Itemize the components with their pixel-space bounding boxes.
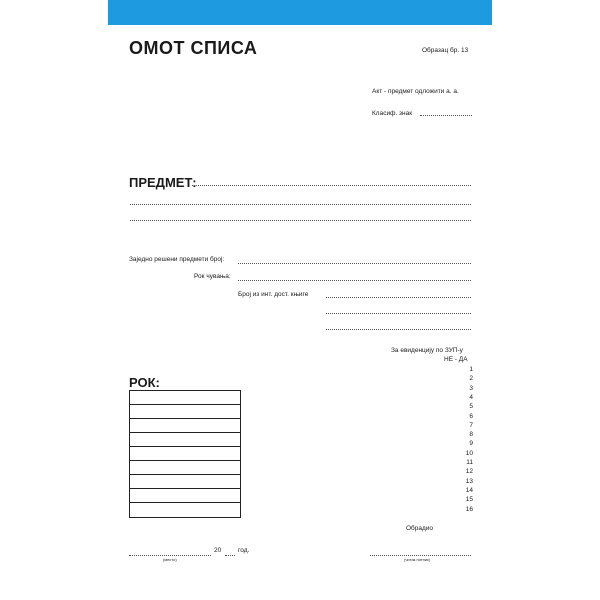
subject-line-3[interactable] <box>130 219 471 221</box>
processed-label: Обрадио <box>406 525 434 532</box>
book-number-line-3[interactable] <box>326 328 471 330</box>
register-number: 4 <box>469 393 473 401</box>
act-note: Акт - предмет одложити а. а. <box>372 88 459 95</box>
year-field[interactable] <box>225 554 235 556</box>
form-number: Образац бр. 13 <box>422 47 469 54</box>
book-number-label: Број из инт. дост. књиге <box>238 291 309 298</box>
register-number: 7 <box>469 421 473 429</box>
form-title: ОМОТ СПИСА <box>129 38 258 58</box>
register-number: 16 <box>465 505 473 513</box>
year-suffix: год. <box>238 547 250 554</box>
solved-together-field[interactable] <box>238 262 471 264</box>
zup-label: За евиденцију по ЗУП-у <box>391 347 463 354</box>
register-number: 13 <box>465 477 473 485</box>
header-bar <box>108 0 492 25</box>
signature-field[interactable] <box>370 554 471 556</box>
rok-table[interactable] <box>129 390 241 518</box>
register-number: 6 <box>469 412 473 420</box>
place-caption: (место) <box>163 557 177 562</box>
subject-label: ПРЕДМЕТ: <box>129 175 197 190</box>
subject-line-2[interactable] <box>130 203 471 205</box>
register-number: 15 <box>465 496 473 504</box>
rok-row[interactable] <box>130 475 240 489</box>
rok-row[interactable] <box>130 419 240 433</box>
rok-row[interactable] <box>130 391 240 405</box>
class-sign-field[interactable] <box>420 114 472 116</box>
rok-row[interactable] <box>130 503 240 517</box>
register-number: 11 <box>466 459 473 466</box>
year-prefix: 20 <box>214 547 222 554</box>
rok-row[interactable] <box>130 405 240 419</box>
signature-caption: (читак потпис) <box>404 557 431 562</box>
register-number: 2 <box>469 375 473 383</box>
register-number: 5 <box>469 403 473 411</box>
register-number: 10 <box>465 449 473 457</box>
rok-row[interactable] <box>130 461 240 475</box>
register-number: 14 <box>465 486 473 494</box>
book-number-line-2[interactable] <box>326 312 471 314</box>
solved-together-label: Заједно решени предмети број: <box>129 256 225 263</box>
subject-line-1[interactable] <box>192 184 471 186</box>
register-number: 12 <box>465 468 473 476</box>
rok-row[interactable] <box>130 433 240 447</box>
class-label: Класиф. знак <box>372 110 413 117</box>
register-number: 8 <box>469 431 473 439</box>
retention-label: Рок чувања: <box>194 273 231 280</box>
retention-field[interactable] <box>238 279 471 281</box>
ne-da-label: НЕ - ДА <box>444 356 468 363</box>
rok-row[interactable] <box>130 489 240 503</box>
register-number: 9 <box>469 440 473 448</box>
book-number-field[interactable] <box>326 296 471 298</box>
place-field[interactable] <box>129 554 211 556</box>
rok-label: РОК: <box>129 375 160 390</box>
form-sheet <box>108 0 492 600</box>
register-number: 3 <box>469 384 473 392</box>
register-number: 1 <box>469 366 473 373</box>
rok-row[interactable] <box>130 447 240 461</box>
